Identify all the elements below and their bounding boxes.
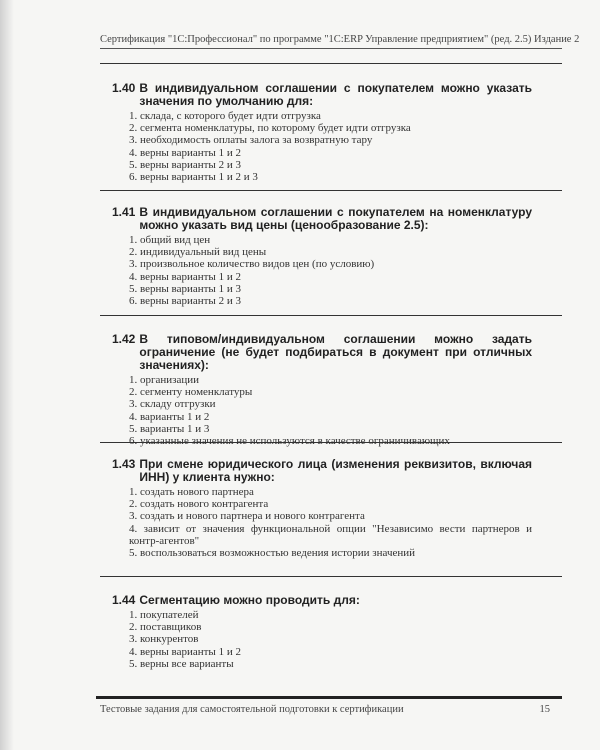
question-text: В типовом/индивидуальном соглашении можно задать ограничение (не будет подбираться в документ при отличных значениях):	[139, 332, 532, 372]
question-title	[112, 333, 532, 372]
running-header: Сертификация "1С:Профессионал" по программе "1С:ERP Управление предприятием" (ред. 2.5) Издание 2	[100, 34, 562, 49]
answer-options	[112, 486, 532, 559]
answer-option: 5. верны все варианты	[129, 657, 234, 670]
answer-option: 2. сегменту номенклатуры	[129, 386, 253, 399]
footer-text: Тестовые задания для самостоятельной подготовки к сертификации	[100, 704, 404, 715]
separator	[100, 190, 562, 191]
question-text: В индивидуальном соглашении с покупателем можно указать значения по умолчанию для:	[139, 81, 532, 108]
answer-option: 4. варианты 1 и 2	[129, 410, 210, 423]
answer-option: 3. необходимость оплаты залога за возвратную тару	[129, 134, 373, 147]
answer-option: 3. произвольное количество видов цен (по условию)	[129, 258, 375, 271]
answer-option: 1. создать нового партнера	[129, 486, 254, 498]
answer-options	[112, 110, 532, 183]
answer-option: 4. верны варианты 1 и 2	[129, 270, 241, 283]
answer-option: 1. склада, с которого будет идти отгрузка	[129, 110, 321, 122]
separator	[100, 315, 562, 316]
question-number: 1.44	[112, 593, 136, 607]
question-title	[112, 82, 532, 108]
answer-options	[112, 374, 532, 447]
question-text: Сегментацию можно проводить для:	[139, 593, 360, 607]
answer-option: 2. создать нового контрагента	[129, 498, 269, 511]
answer-options	[112, 234, 532, 307]
question-text: При смене юридического лица (изменения реквизитов, включая ИНН) у клиента нужно:	[139, 457, 532, 484]
answer-option: 5. воспользоваться возможностью ведения истории значений	[129, 547, 416, 560]
question-title	[112, 594, 532, 607]
answer-option: 2. поставщиков	[129, 621, 202, 634]
separator	[100, 576, 562, 577]
answer-option: 6. указанные значения не используются в качестве ограничивающих	[129, 435, 450, 448]
answer-option: 5. варианты 1 и 3	[129, 422, 210, 435]
answer-option: 6. верны варианты 1 и 2 и 3	[129, 171, 258, 184]
question-number: 1.43	[112, 457, 136, 471]
page-edge-shadow	[0, 0, 14, 750]
footer-rule	[96, 696, 562, 699]
question-number: 1.41	[112, 205, 136, 219]
answer-option: 5. верны варианты 1 и 3	[129, 282, 241, 295]
question-1-44	[112, 594, 532, 670]
question-title	[112, 458, 532, 484]
answer-option: 2. индивидуальный вид цены	[129, 246, 267, 259]
question-1-42	[112, 333, 532, 447]
answer-option: 4. верны варианты 1 и 2	[129, 146, 241, 159]
answer-option: 2. сегмента номенклатуры, по которому будет идти отгрузка	[129, 122, 411, 135]
question-number: 1.42	[112, 332, 136, 346]
answer-option: 5. верны варианты 2 и 3	[129, 158, 241, 171]
question-1-43	[112, 458, 532, 559]
answer-option: 4. верны варианты 1 и 2	[129, 645, 241, 658]
answer-option: 4. зависит от значения функциональной опции "Независимо вести партнеров и контр-агентов"	[129, 522, 532, 547]
question-title	[112, 206, 532, 232]
answer-option: 6. верны варианты 2 и 3	[129, 295, 241, 308]
answer-option: 1. покупателей	[129, 609, 199, 621]
answer-option: 3. создать и нового партнера и нового контрагента	[129, 510, 365, 523]
question-1-41	[112, 206, 532, 307]
answer-option: 3. конкурентов	[129, 633, 199, 646]
answer-option: 1. общий вид цен	[129, 234, 211, 246]
running-footer	[100, 704, 550, 715]
separator	[100, 63, 562, 64]
question-number: 1.40	[112, 81, 136, 95]
page-number: 15	[539, 704, 550, 715]
answer-option: 1. организации	[129, 374, 200, 386]
question-1-40	[112, 82, 532, 183]
question-text: В индивидуальном соглашении с покупателем на номенклатуру можно указать вид цены (ценообразование 2.5):	[139, 205, 532, 232]
answer-option: 3. складу отгрузки	[129, 398, 216, 411]
answer-options	[112, 609, 532, 670]
